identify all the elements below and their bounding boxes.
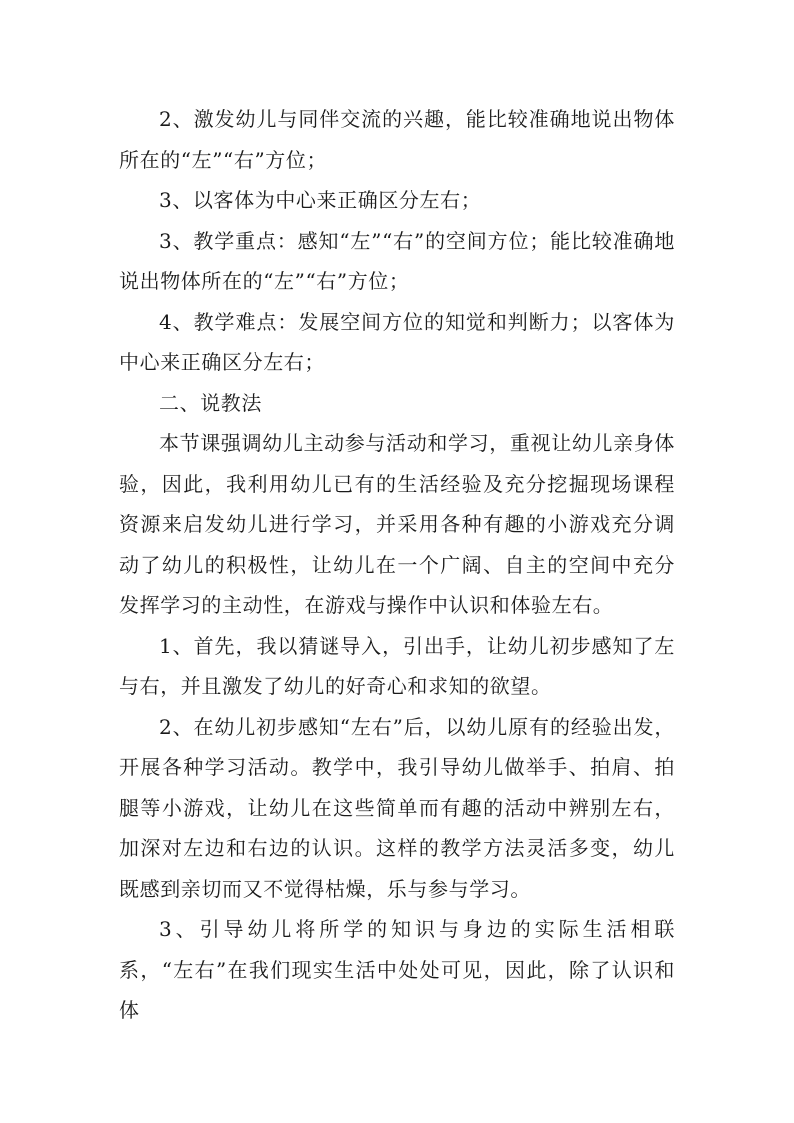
paragraph-goal-3: 3、以客体为中心来正确区分左右； [159, 188, 482, 212]
paragraph-key-point: 3、教学重点：感知“左”“右”的空间方位；能比较准确地说出物体所在的“左”“右”方位； [119, 228, 675, 293]
section-heading-teaching-method: 二、说教法 [159, 390, 262, 415]
paragraph-method-intro: 本节课强调幼儿主动参与活动和学习，重视让幼儿亲身体验，因此，我利用幼儿已有的生活经验及充分挖掘现场课程资源来启发幼儿进行学习，并采用各种有趣的小游戏充分调动了幼儿的积极性，让幼儿在一个广阔、自主的空间中充分发挥学习的主动性，在游戏与操作中认识和体验左右。 [119, 431, 675, 617]
paragraph-method-3: 3、引导幼儿将所学的知识与身边的实际生活相联系，“左右”在我们现实生活中处处可见，因此，除了认识和体 [119, 917, 675, 1022]
paragraph-difficulty: 4、教学难点：发展空间方位的知觉和判断力；以客体为中心来正确区分左右； [119, 309, 675, 374]
paragraph-method-2: 2、在幼儿初步感知“左右”后，以幼儿原有的经验出发，开展各种学习活动。教学中，我引导幼儿做举手、拍肩、拍腿等小游戏，让幼儿在这些简单而有趣的活动中辨别左右，加深对左边和右边的认识。这样的教学方法灵活多变，幼儿既感到亲切而又不觉得枯燥，乐与参与学习。 [119, 714, 675, 901]
paragraph-method-1: 1、首先，我以猜谜导入，引出手，让幼儿初步感知了左与右，并且激发了幼儿的好奇心和求知的欲望。 [119, 633, 675, 698]
document-body [119, 99, 675, 1031]
paragraph-goal-2: 2、激发幼儿与同伴交流的兴趣，能比较准确地说出物体所在的“左”“右”方位； [119, 107, 675, 172]
